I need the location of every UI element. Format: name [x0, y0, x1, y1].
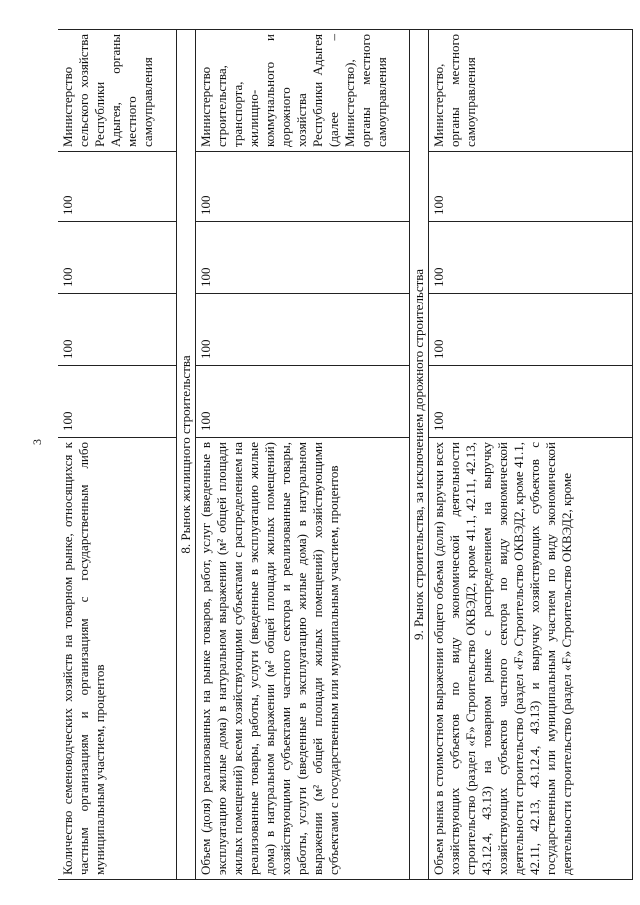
- value-cell: 100: [428, 222, 633, 294]
- indicator-description: Объем рынка в стоимостном выражении общего объема (доли) выручки всех хозяйствующих субъектов по виду экономической деятельности строительство (раздел «F» Строительство ОКВЭД2, кроме 41.1, 42.11, 42.13, 43.12.4, 43.13) на товарном рынке с распределением на выручку хозяйствующих субъектов частного сектора по виду экономической деятельности строительство (раздел «F» Строительство ОКВЭД2, кроме 41.1, 42.11, 42.13, 43.12.4, 43.13) и выручку хозяйствующих субъектов с государственным или муниципальным участием по виду экономической деятельности строительство (раздел «F» Строительство ОКВЭД2, кроме: [428, 438, 633, 880]
- value-cell: 100: [195, 366, 409, 438]
- value-cell: 100: [428, 366, 633, 438]
- table-row: [58, 30, 176, 880]
- section-title: 9. Рынок строительства, за исключением дорожного строительства: [409, 30, 428, 880]
- indicators-table: [58, 29, 633, 880]
- table-row: [195, 30, 409, 880]
- responsible-cell: Министерство сельского хозяйства Республики Адыгея, органы местного самоуправления: [58, 30, 176, 152]
- responsible-cell: Министерство, органы местного самоуправления: [428, 30, 633, 152]
- value-cell: 100: [58, 366, 176, 438]
- value-cell: 100: [195, 222, 409, 294]
- value-cell: 100: [58, 152, 176, 222]
- value-cell: 100: [58, 294, 176, 366]
- table-row: [428, 30, 633, 880]
- value-cell: 100: [428, 294, 633, 366]
- indicator-description: Объем (доля) реализованных на рынке товаров, работ, услуг (введенные в эксплуатацию жилые дома) в натуральном выражении (м² общей площади жилых помещений) всеми хозяйствующими субъектами с распределением на реализованные товары, работы, услуги (введенные в эксплуатацию жилые дома) в натуральном выражении (м² общей площади жилых помещений) хозяйствующими субъектами частного сектора и реализованные товары, работы, услуги (введенные в эксплуатацию жилые дома) в натуральном выражении (м² общей площади жилых помещений) хозяйствующими субъектами с государственным или муниципальным участием, процентов: [195, 438, 409, 880]
- rotated-page: [58, 30, 633, 880]
- value-cell: 100: [428, 152, 633, 222]
- page-number: 3: [30, 439, 44, 445]
- section-header-row: [409, 30, 428, 880]
- section-header-row: [176, 30, 195, 880]
- responsible-cell: Министерство строительства, транспорта, жилищно-коммунального и дорожного хозяйства Республики Адыгея (далее – Министерство), органы местного самоуправления: [195, 30, 409, 152]
- value-cell: 100: [195, 294, 409, 366]
- value-cell: 100: [195, 152, 409, 222]
- indicator-description: Количество семеноводческих хозяйств на товарном рынке, относящихся к частным организациям и организациям с государственным либо муниципальным участием, процентов: [58, 438, 176, 880]
- value-cell: 100: [58, 222, 176, 294]
- section-title: 8. Рынок жилищного строительства: [176, 30, 195, 880]
